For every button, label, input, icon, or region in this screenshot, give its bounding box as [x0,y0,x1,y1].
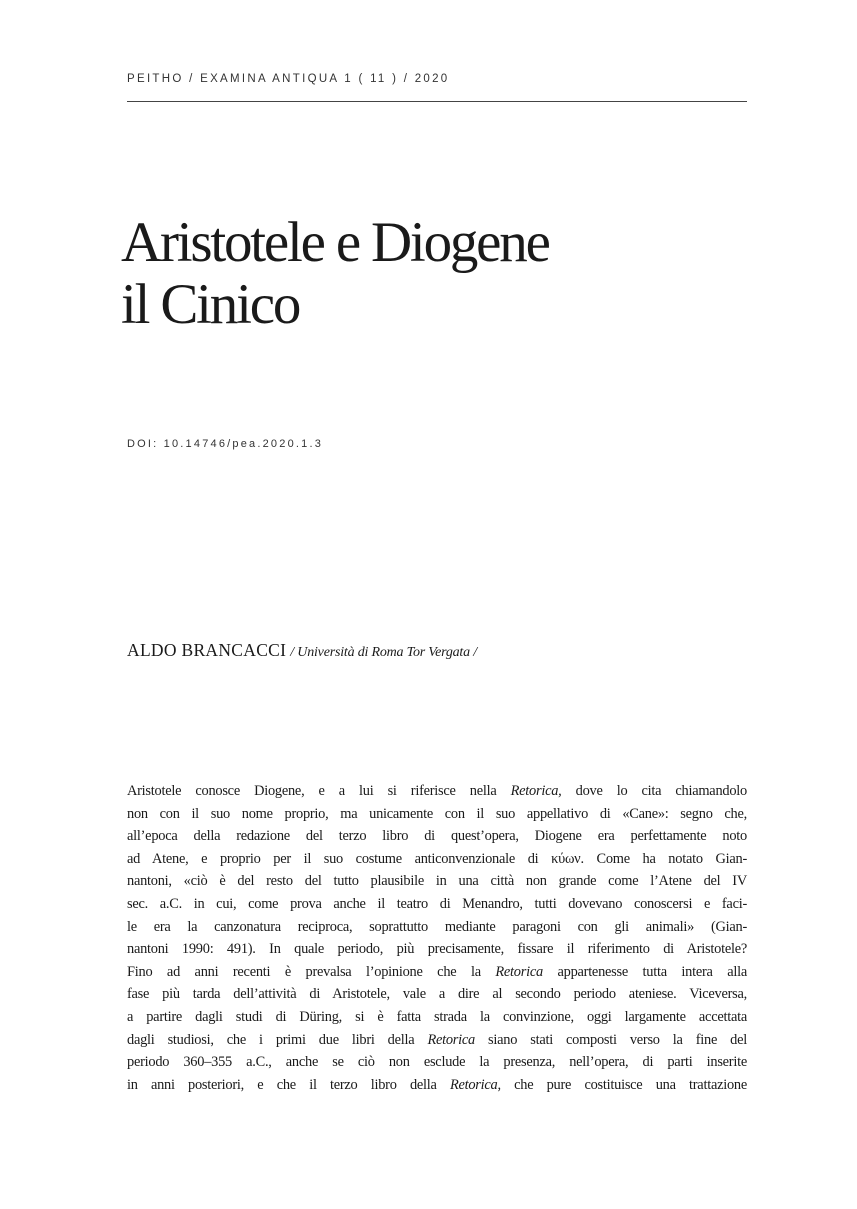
text-run: ad Atene, e proprio per il suo costume anticonvenzionale di κύων. Come ha notato Gian- [127,850,747,867]
body-line [127,1006,747,1029]
body-line-text [127,941,747,957]
text-run: nantoni 1990: 491). In quale periodo, più precisamente, fissare il riferimento di Aristotele? [127,941,747,958]
text-run: nantoni, «ciò è del resto del tutto plausibile in una città non grande come l’Atene del IV [127,873,747,890]
italic-title: Retorica [495,963,543,980]
text-run: dove lo cita chiamandolo [561,783,747,799]
body-line-text [127,1077,747,1093]
body-line-text [127,1009,747,1025]
body-line [127,870,747,893]
body-line-text [127,964,747,980]
text-run: dagli studiosi, che i primi due libri della [127,1031,428,1048]
text-run: appartenesse tutta intera alla [542,963,747,980]
body-line [127,1074,747,1097]
body-line [127,1051,747,1074]
article-title-line-1: Aristotele e Diogene [121,211,549,274]
italic-title: Retorica [427,1031,475,1048]
body-line [127,893,747,916]
body-line [127,848,747,871]
body-line [127,916,747,939]
italic-title: Retorica, [449,1076,501,1093]
body-line-text [127,873,747,889]
body-line [127,780,747,803]
body-line [127,983,747,1006]
text-run: fase più tarda dell’attività di Aristotele, vale a dire al secondo periodo ateniese. Viceversa, [127,986,747,1003]
body-line-text [127,896,747,912]
article-title [121,212,761,336]
article-title-line-2: il Cinico [121,273,300,336]
text-run: che pure costituisce una trattazione [500,1076,747,1093]
author-name: ALDO BRANCACCI [127,640,287,660]
body-line-text [127,828,747,844]
text-run: in anni posteriori, e che il terzo libro della [127,1076,450,1093]
body-line-text [127,1054,747,1070]
body-line-text [127,783,747,799]
text-run: Aristotele conosce Diogene, e a lui si riferisce nella [127,783,511,799]
italic-title: Retorica, [510,783,562,799]
body-line [127,961,747,984]
doi: DOI: 10.14746/pea.2020.1.3 [127,438,324,450]
body-line [127,803,747,826]
body-line-text [127,851,747,867]
text-run: periodo 360–355 a.C., anche se ciò non esclude la presenza, nell’opera, di parti inserite [127,1054,747,1071]
body-line [127,938,747,961]
body-line-text [127,806,747,822]
author-affiliation: / Università di Roma Tor Vergata / [290,645,477,660]
header-rule [127,101,747,102]
author-line [127,640,477,661]
text-run: sec. a.C. in cui, come prova anche il teatro di Menandro, tutti dovevano conoscersi e faci- [127,895,747,912]
running-header: PEITHO / EXAMINA ANTIQUA 1 ( 11 ) / 2020 [127,73,450,85]
text-run: Fino ad anni recenti è prevalsa l’opinione che la [127,963,496,980]
text-run: a partire dagli studi di Düring, si è fatta strada la convinzione, oggi largamente accettata [127,1008,747,1025]
body-text [127,780,747,1096]
body-line [127,1029,747,1052]
text-run: siano stati composti verso la fine del [475,1031,747,1048]
text-run: all’epoca della redazione del terzo libro di quest’opera, Diogene era perfettamente noto [127,828,747,845]
text-run: non con il suo nome proprio, ma unicamente con il suo appellativo di «Cane»: segno che, [127,805,747,822]
body-line-text [127,986,747,1002]
text-run: le era la canzonatura reciproca, soprattutto mediante paragoni con gli animali» (Gian- [127,918,747,935]
body-line [127,825,747,848]
body-line-text [127,919,747,935]
body-line-text [127,1032,747,1048]
